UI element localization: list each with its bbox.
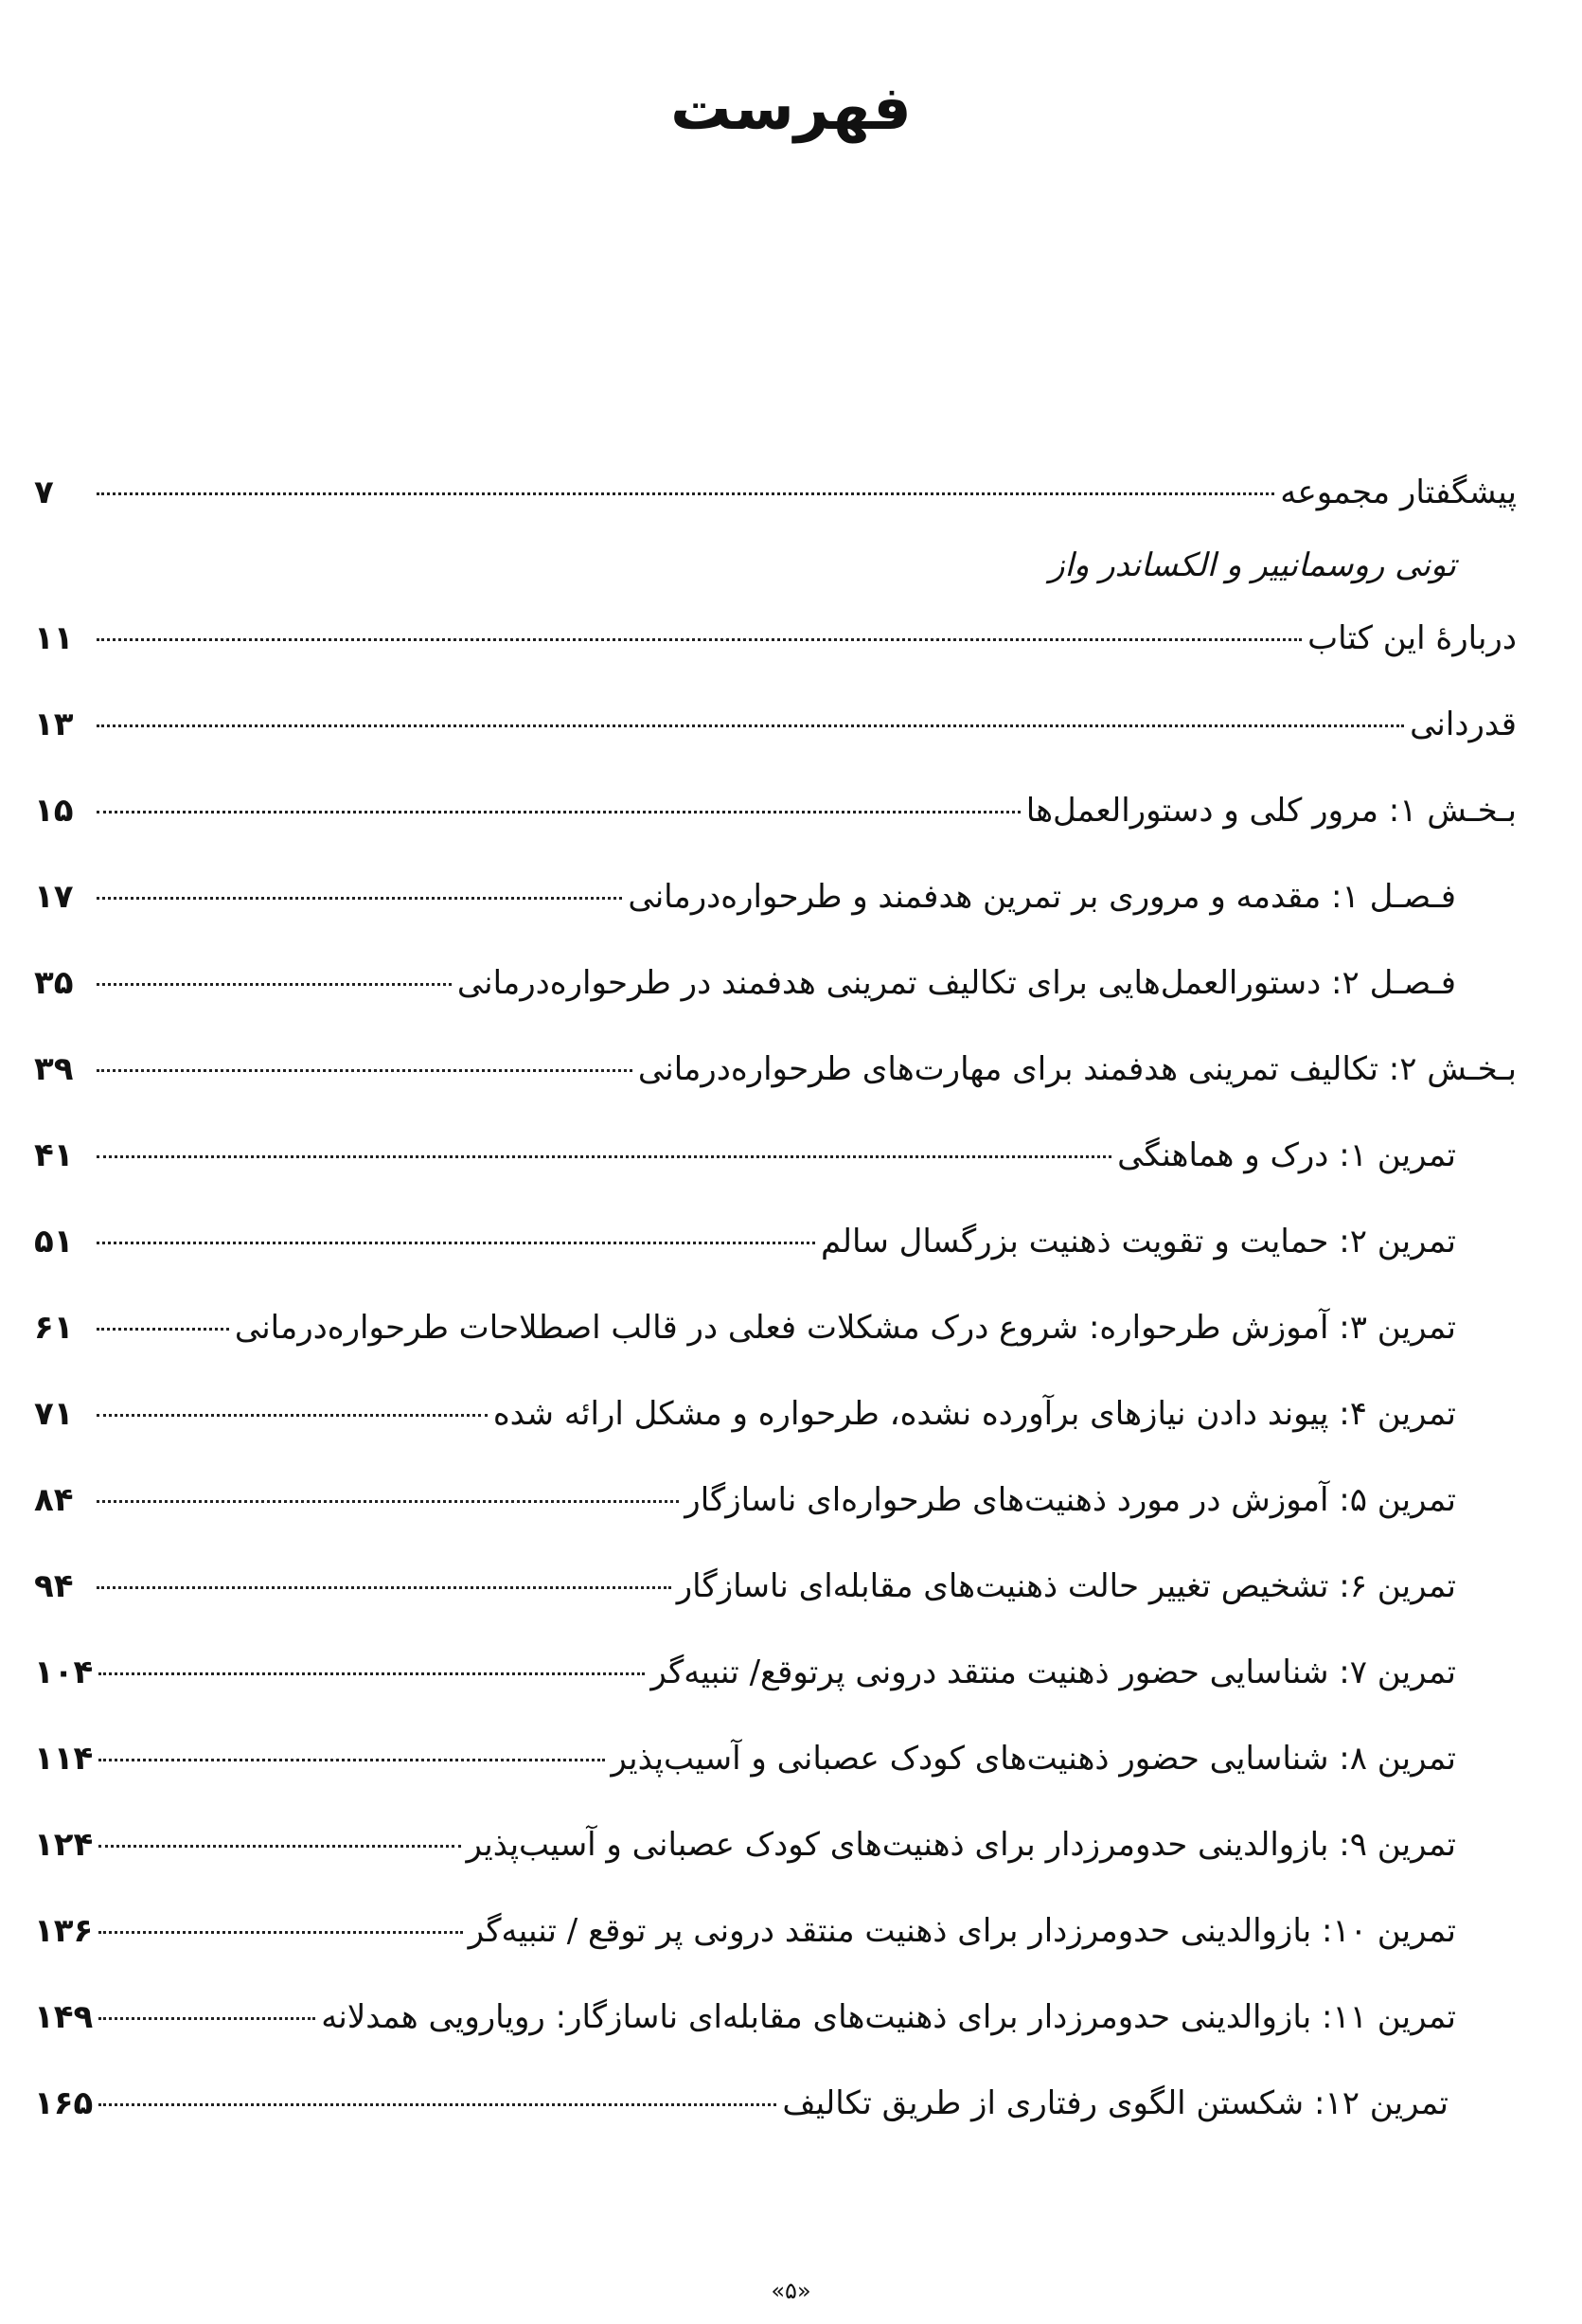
toc-page-number: ۱۳ xyxy=(34,706,74,743)
toc-entry-part-1[interactable] xyxy=(34,784,1517,870)
dot-leader xyxy=(98,1845,460,1848)
toc-entry-title: تمرین ۱۲: شکستن الگوی رفتاری از طریق تکالیف xyxy=(782,2084,1449,2122)
dot-leader xyxy=(97,1155,1111,1158)
page-title: فهرست xyxy=(670,74,912,144)
page-number-footer: «۵» xyxy=(771,2278,811,2304)
toc-entry-title: تمرین ۶: تشخیص تغییر حالت ذهنیت‌های مقابله‌ای ناسازگار xyxy=(676,1567,1456,1605)
toc-entry-exercise-6[interactable] xyxy=(34,1560,1517,1646)
dot-leader xyxy=(97,638,1302,641)
toc-page-number: ۷۱ xyxy=(34,1395,74,1433)
toc-entry-title: تمرین ۱۱: بازوالدینی حدومرزدار برای ذهنیت‌های مقابله‌ای ناسازگار: رویارویی همدلانه xyxy=(321,1998,1456,2036)
toc-entry-chapter-1[interactable] xyxy=(34,870,1517,956)
toc-entry-part-2[interactable] xyxy=(34,1043,1517,1129)
toc-entry-title: پیشگفتار مجموعه xyxy=(1280,474,1517,511)
toc-entry-exercise-9[interactable] xyxy=(34,1818,1517,1904)
toc-page-number: ۱۴۹ xyxy=(34,1998,94,2036)
toc-entry-exercise-7[interactable] xyxy=(34,1646,1517,1732)
toc-entry-title: فـصـل ۱: مقدمه و مروری بر تمرین هدفمند و طرحواره‌درمانی xyxy=(628,878,1456,916)
toc-entry-title: قدردانی xyxy=(1410,706,1517,743)
dot-leader xyxy=(97,1242,815,1244)
toc-page-number: ۵۱ xyxy=(34,1223,74,1260)
toc-entry-title: تمرین ۳: آموزش طرحواره: شروع درک مشکلات فعلی در قالب اصطلاحات طرحواره‌درمانی xyxy=(234,1309,1456,1347)
toc-entry-title: بـخـش ۱: مرور کلی و دستورالعمل‌ها xyxy=(1025,792,1517,830)
dot-leader xyxy=(97,811,1021,813)
dot-leader xyxy=(97,983,452,986)
toc-entry-exercise-1[interactable] xyxy=(34,1129,1517,1215)
dot-leader xyxy=(97,1069,632,1072)
toc-entry-acknowledgments[interactable] xyxy=(34,698,1517,784)
toc-page-number: ۳۵ xyxy=(34,964,74,1002)
dot-leader xyxy=(97,897,622,900)
toc-entry-title: تمرین ۹: بازوالدینی حدومرزدار برای ذهنیت‌های کودک عصبانی و آسیب‌پذیر xyxy=(466,1826,1456,1864)
toc-entry-exercise-4[interactable] xyxy=(34,1387,1517,1474)
dot-leader xyxy=(98,1931,462,1934)
toc-page-number: ۱۰۴ xyxy=(34,1654,94,1691)
toc-entry-chapter-2[interactable] xyxy=(34,956,1517,1043)
toc-page-number: ۷ xyxy=(34,474,54,511)
toc-page-number: ۱۱۴ xyxy=(34,1740,94,1778)
toc-page-number: ۹۴ xyxy=(34,1567,74,1605)
dot-leader xyxy=(98,1759,605,1761)
toc-entry-title: تمرین ۴: پیوند دادن نیازهای برآورده نشده، طرحواره و مشکل ارائه شده xyxy=(492,1395,1456,1433)
dot-leader xyxy=(97,1328,229,1331)
dot-leader xyxy=(98,2017,315,2020)
toc-page-number: ۱۷ xyxy=(34,878,74,916)
dot-leader xyxy=(98,2103,776,2106)
toc-entry-title: تمرین ۱۰: بازوالدینی حدومرزدار برای ذهنیت منتقد درونی پر توقع / تنبیه‌گر xyxy=(468,1912,1456,1950)
toc-entry-title: تمرین ۷: شناسایی حضور ذهنیت منتقد درونی پرتوقع/ تنبیه‌گر xyxy=(650,1654,1456,1691)
toc-entry-exercise-10[interactable] xyxy=(34,1904,1517,1991)
toc-page-number: ۳۹ xyxy=(34,1050,74,1088)
toc-entry-about-book[interactable] xyxy=(34,612,1517,698)
toc-entry-title: دربارۀ این کتاب xyxy=(1307,619,1517,657)
toc-page-number: ۱۱ xyxy=(34,619,74,657)
toc-entry-exercise-5[interactable] xyxy=(34,1474,1517,1560)
toc-entry-exercise-3[interactable] xyxy=(34,1301,1517,1387)
toc-entry-exercise-11[interactable] xyxy=(34,1991,1517,2077)
author-line: تونی روسمانییر و الکساندر واز xyxy=(1049,546,1456,584)
toc-entry-title: بـخـش ۲: تکالیف تمرینی هدفمند برای مهارت‌های طرحواره‌درمانی xyxy=(637,1050,1517,1088)
table-of-contents xyxy=(34,466,1517,2163)
toc-page-number: ۱۵ xyxy=(34,792,74,830)
toc-entry-title: تمرین ۱: درک و هماهنگی xyxy=(1117,1136,1456,1174)
toc-entry-title: تمرین ۲: حمایت و تقویت ذهنیت بزرگسال سالم xyxy=(820,1223,1456,1260)
dot-leader xyxy=(97,1586,671,1589)
toc-page-number: ۱۲۴ xyxy=(34,1826,94,1864)
toc-entry-title: تمرین ۵: آموزش در مورد ذهنیت‌های طرحواره‌ای ناسازگار xyxy=(684,1481,1456,1519)
toc-page-number: ۱۳۶ xyxy=(34,1912,94,1950)
toc-entry-title: فـصـل ۲: دستورالعمل‌هایی برای تکالیف تمرینی هدفمند در طرحواره‌درمانی xyxy=(456,964,1456,1002)
dot-leader xyxy=(97,1414,488,1417)
toc-page-number: ۴۱ xyxy=(34,1136,74,1174)
toc-entry-exercise-12[interactable] xyxy=(34,2077,1517,2163)
dot-leader xyxy=(98,1672,645,1675)
toc-entry-exercise-2[interactable] xyxy=(34,1215,1517,1301)
dot-leader xyxy=(97,492,1274,495)
dot-leader xyxy=(97,724,1404,727)
dot-leader xyxy=(97,1500,679,1503)
toc-page-number: ۸۴ xyxy=(34,1481,74,1519)
toc-entry-exercise-8[interactable] xyxy=(34,1732,1517,1818)
toc-entry-title: تمرین ۸: شناسایی حضور ذهنیت‌های کودک عصبانی و آسیب‌پذیر xyxy=(611,1740,1456,1778)
toc-page-number: ۱۶۵ xyxy=(34,2084,94,2122)
toc-page-number: ۶۱ xyxy=(34,1309,74,1347)
